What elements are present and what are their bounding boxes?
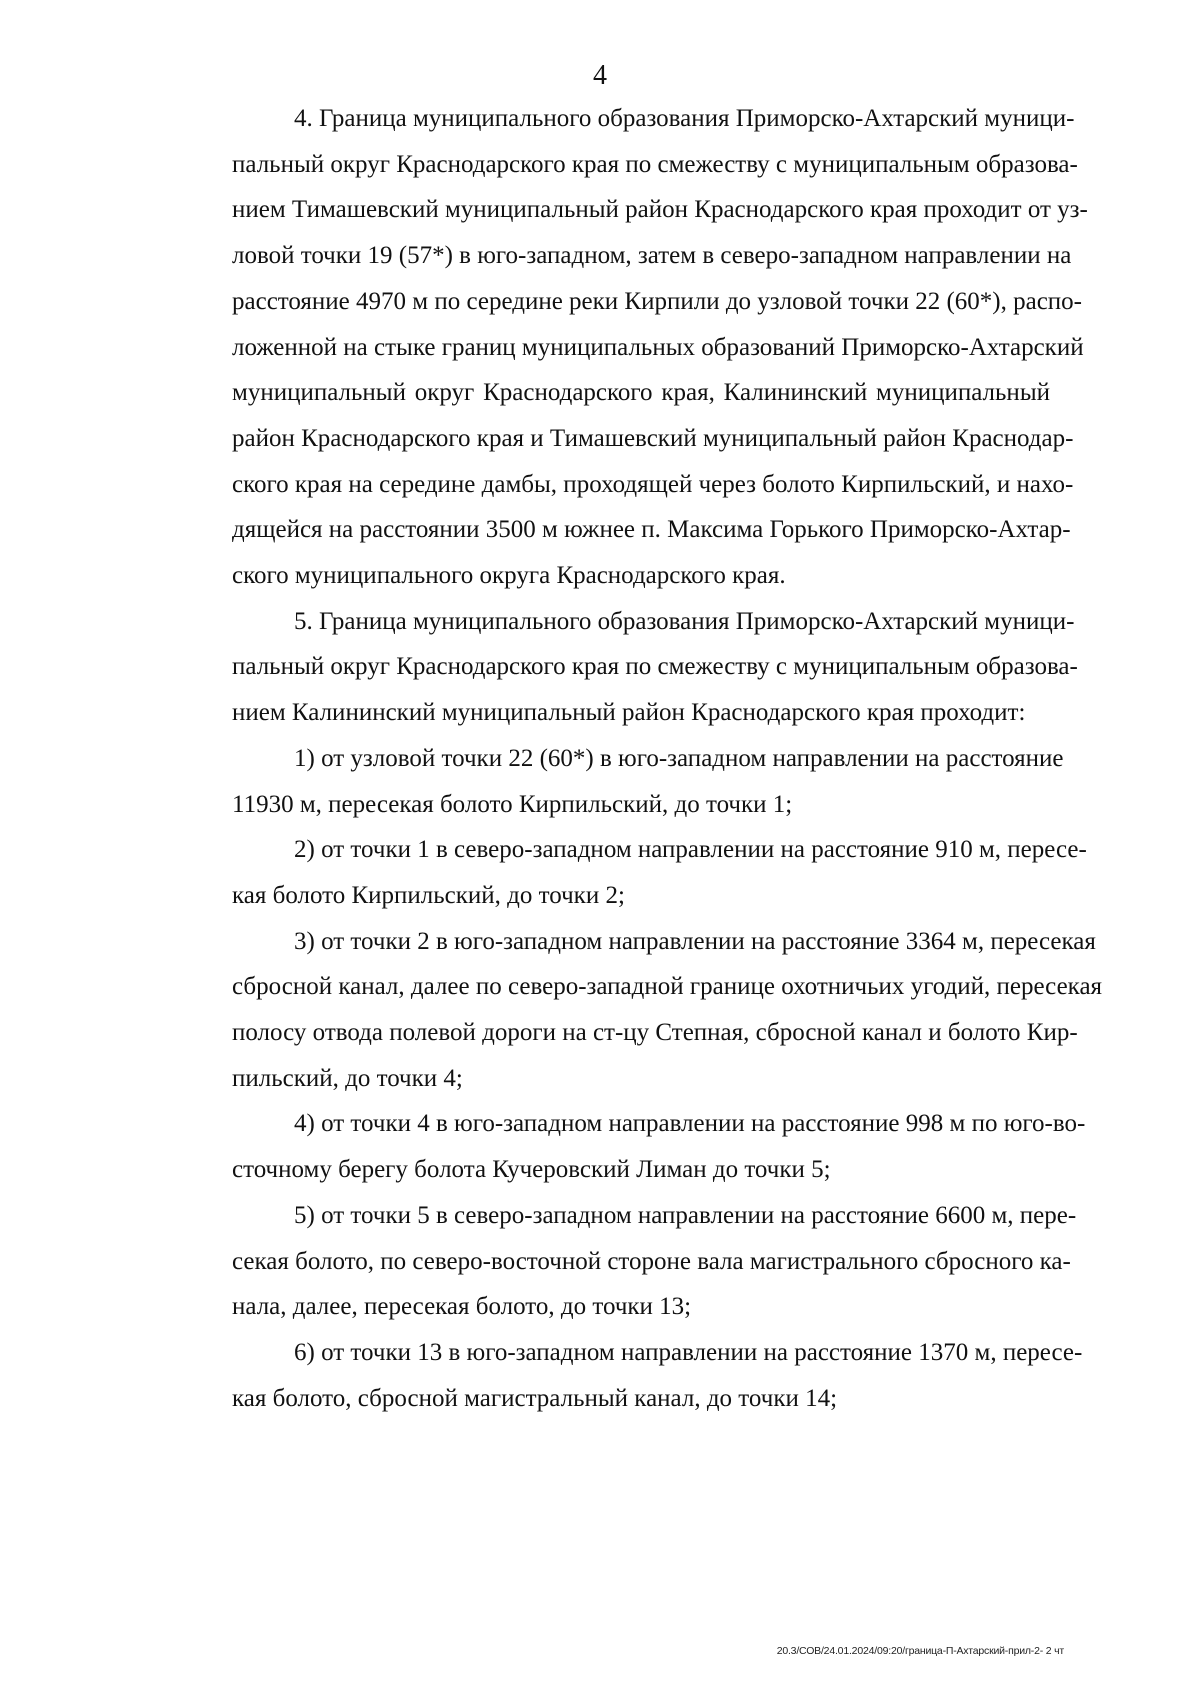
text-line: ского муниципального округа Краснодарского края. bbox=[232, 562, 786, 590]
text-line: ложенной на стыке границ муниципальных образований Приморско-Ахтарский bbox=[232, 333, 1084, 361]
list-item-6 bbox=[170, 1330, 1083, 1421]
text-line: 5) от точки 5 в северо-западном направлении на расстояние 6600 м, пере- bbox=[294, 1201, 1077, 1229]
document-footer-id: 20.3/СОВ/24.01.2024/09:20/граница-П-Ахтарский-прил-2- 2 чт bbox=[776, 1645, 1064, 1657]
text-line: дящейся на расстоянии 3500 м южнее п. Максима Горького Приморско-Ахтар- bbox=[232, 516, 1071, 544]
text-line: 4) от точки 4 в юго-западном направлении на расстояние 998 м по юго-во- bbox=[294, 1110, 1086, 1138]
text-line: пальный округ Краснодарского края по смежеству с муниципальным образова- bbox=[232, 150, 1078, 178]
list-item-5 bbox=[170, 1193, 1077, 1330]
text-line: нием Калининский муниципальный район Краснодарского края проходит: bbox=[232, 699, 1026, 727]
text-line: полосу отвода полевой дороги на ст-цу Степная, сбросной канал и болото Кир- bbox=[232, 1019, 1078, 1047]
text-line: пальный округ Краснодарского края по смежеству с муниципальным образова- bbox=[232, 653, 1078, 681]
text-line: кая болото, сбросной магистральный канал, до точки 14; bbox=[232, 1384, 838, 1412]
document-body bbox=[170, 96, 1103, 1421]
list-item-2 bbox=[170, 827, 1087, 918]
page-number: 4 bbox=[593, 60, 607, 91]
text-line: 2) от точки 1 в северо-западном направлении на расстояние 910 м, пересе- bbox=[294, 836, 1087, 864]
list-item-4 bbox=[170, 1101, 1086, 1192]
paragraph-5-boundary-kalininsky bbox=[170, 599, 1078, 736]
list-item-1 bbox=[170, 736, 1064, 827]
text-line: пильский, до точки 4; bbox=[232, 1064, 463, 1092]
text-line: муниципальный округ Краснодарского края, Калининский муниципальный bbox=[232, 379, 1050, 407]
list-item-3 bbox=[170, 919, 1103, 1102]
text-line: 4. Граница муниципального образования Приморско-Ахтарский муници- bbox=[294, 105, 1075, 132]
text-line: нала, далее, пересекая болото, до точки 13; bbox=[232, 1293, 692, 1321]
text-line: расстояние 4970 м по середине реки Кирпили до узловой точки 22 (60*), распо- bbox=[232, 287, 1083, 315]
text-line: ловой точки 19 (57*) в юго-западном, затем в северо-западном направлении на bbox=[232, 242, 1072, 270]
text-line: секая болото, по северо-восточной стороне вала магистрального сбросного ка- bbox=[232, 1247, 1071, 1275]
text-line: 3) от точки 2 в юго-западном направлении на расстояние 3364 м, пересекая bbox=[294, 927, 1096, 955]
text-line: сбросной канал, далее по северо-западной границе охотничьих угодий, пересекая bbox=[232, 973, 1103, 1001]
text-line: район Краснодарского края и Тимашевский муниципальный район Краснодар- bbox=[232, 424, 1074, 452]
text-line: 6) от точки 13 в юго-западном направлении на расстояние 1370 м, пересе- bbox=[294, 1338, 1083, 1366]
text-line: 5. Граница муниципального образования Приморско-Ахтарский муници- bbox=[294, 607, 1075, 635]
text-line: ского края на середине дамбы, проходящей через болото Кирпильский, и нахо- bbox=[232, 470, 1074, 498]
paragraph-4-boundary-timashevsky bbox=[170, 96, 1088, 599]
text-line: сточному берегу болота Кучеровский Лиман до точки 5; bbox=[232, 1156, 831, 1184]
text-line: 1) от узловой точки 22 (60*) в юго-западном направлении на расстояние bbox=[294, 744, 1064, 772]
text-line: кая болото Кирпильский, до точки 2; bbox=[232, 881, 625, 909]
text-line: 11930 м, пересекая болото Кирпильский, до точки 1; bbox=[232, 790, 793, 818]
text-line: нием Тимашевский муниципальный район Краснодарского края проходит от уз- bbox=[232, 196, 1088, 224]
